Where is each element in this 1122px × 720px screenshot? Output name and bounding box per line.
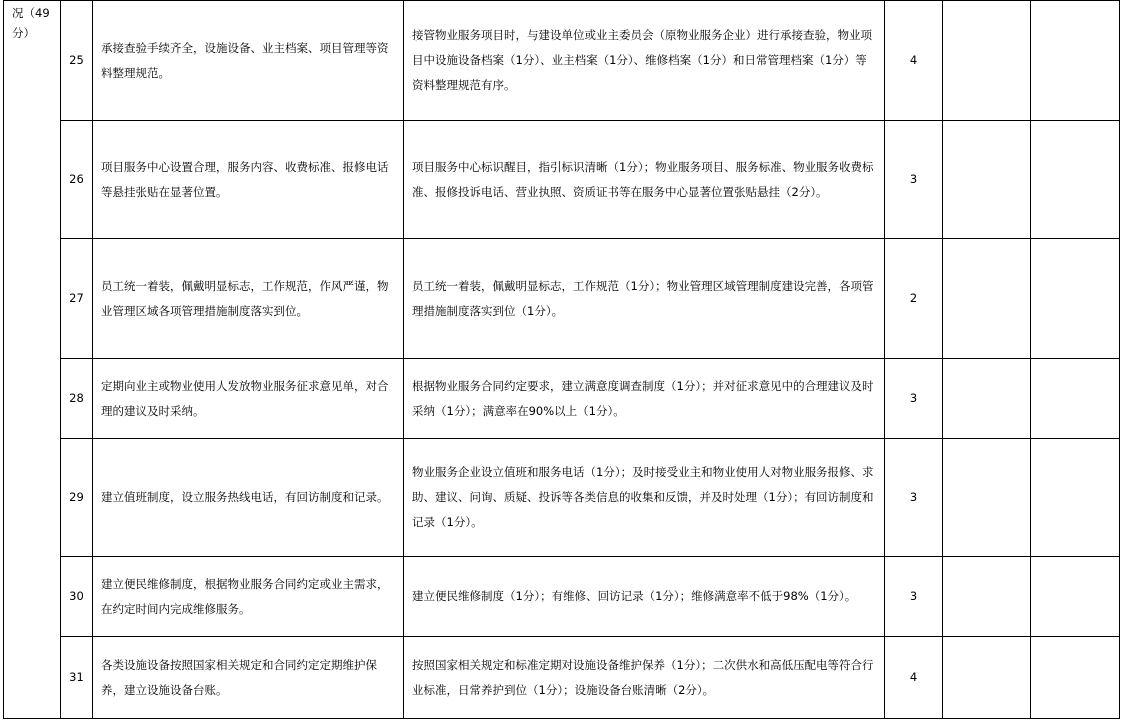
blank-cell-b xyxy=(1031,121,1120,239)
item-number-cell: 28 xyxy=(61,359,93,439)
criteria-cell: 员工统一着装，佩戴明显标志，工作规范（1分）；物业管理区域管理制度建设完善，各项管理措施制度落实到位（1分）。 xyxy=(404,239,885,359)
requirement-cell: 建立值班制度，设立服务热线电话，有回访制度和记录。 xyxy=(93,439,404,557)
score-cell: 4 xyxy=(885,637,943,719)
criteria-cell: 项目服务中心标识醒目，指引标识清晰（1分）；物业服务项目、服务标准、物业服务收费标准、报修投诉电话、营业执照、资质证书等在服务中心显著位置张贴悬挂（2分）。 xyxy=(404,121,885,239)
item-number-cell: 31 xyxy=(61,637,93,719)
blank-cell-a xyxy=(943,439,1031,557)
table-row xyxy=(4,239,1120,359)
blank-cell-b xyxy=(1031,439,1120,557)
blank-cell-b xyxy=(1031,1,1120,121)
item-number-cell: 29 xyxy=(61,439,93,557)
table-body xyxy=(4,1,1120,719)
blank-cell-b xyxy=(1031,557,1120,637)
criteria-cell: 根据物业服务合同约定要求，建立满意度调查制度（1分）；并对征求意见中的合理建议及时采纳（1分）；满意率在90%以上（1分）。 xyxy=(404,359,885,439)
table-row xyxy=(4,439,1120,557)
table-row xyxy=(4,637,1120,719)
table-row xyxy=(4,121,1120,239)
requirement-cell: 各类设施设备按照国家相关规定和合同约定定期维护保养，建立设施设备台账。 xyxy=(93,637,404,719)
category-cell: 况（49分） xyxy=(4,1,61,719)
item-number-cell: 27 xyxy=(61,239,93,359)
score-cell: 3 xyxy=(885,439,943,557)
table-row xyxy=(4,1,1120,121)
criteria-cell: 接管物业服务项目时，与建设单位或业主委员会（原物业服务企业）进行承接查验，物业项目中设施设备档案（1分）、业主档案（1分）、维修档案（1分）和日常管理档案（1分）等资料整理规范有序。 xyxy=(404,1,885,121)
table-row xyxy=(4,557,1120,637)
blank-cell-b xyxy=(1031,359,1120,439)
blank-cell-b xyxy=(1031,637,1120,719)
score-cell: 2 xyxy=(885,239,943,359)
score-cell: 4 xyxy=(885,1,943,121)
score-cell: 3 xyxy=(885,557,943,637)
requirement-cell: 建立便民维修制度，根据物业服务合同约定或业主需求，在约定时间内完成维修服务。 xyxy=(93,557,404,637)
item-number-cell: 26 xyxy=(61,121,93,239)
criteria-cell: 建立便民维修制度（1分）；有维修、回访记录（1分）；维修满意率不低于98%（1分）。 xyxy=(404,557,885,637)
blank-cell-a xyxy=(943,557,1031,637)
score-cell: 3 xyxy=(885,121,943,239)
criteria-cell: 物业服务企业设立值班和服务电话（1分）；及时接受业主和物业使用人对物业服务报修、求助、建议、问询、质疑、投诉等各类信息的收集和反馈，并及时处理（1分）；有回访制度和记录（1分）。 xyxy=(404,439,885,557)
criteria-cell: 按照国家相关规定和标准定期对设施设备维护保养（1分）；二次供水和高低压配电等符合行业标准，日常养护到位（1分）；设施设备台账清晰（2分）。 xyxy=(404,637,885,719)
table-row xyxy=(4,359,1120,439)
score-cell: 3 xyxy=(885,359,943,439)
blank-cell-b xyxy=(1031,239,1120,359)
evaluation-table xyxy=(3,0,1120,719)
blank-cell-a xyxy=(943,1,1031,121)
item-number-cell: 30 xyxy=(61,557,93,637)
blank-cell-a xyxy=(943,121,1031,239)
item-number-cell: 25 xyxy=(61,1,93,121)
blank-cell-a xyxy=(943,239,1031,359)
requirement-cell: 定期向业主或物业使用人发放物业服务征求意见单，对合理的建议及时采纳。 xyxy=(93,359,404,439)
requirement-cell: 承接查验手续齐全，设施设备、业主档案、项目管理等资料整理规范。 xyxy=(93,1,404,121)
blank-cell-a xyxy=(943,359,1031,439)
requirement-cell: 项目服务中心设置合理，服务内容、收费标准、报修电话等悬挂张贴在显著位置。 xyxy=(93,121,404,239)
requirement-cell: 员工统一着装，佩戴明显标志，工作规范，作风严谨，物业管理区域各项管理措施制度落实到位。 xyxy=(93,239,404,359)
blank-cell-a xyxy=(943,637,1031,719)
